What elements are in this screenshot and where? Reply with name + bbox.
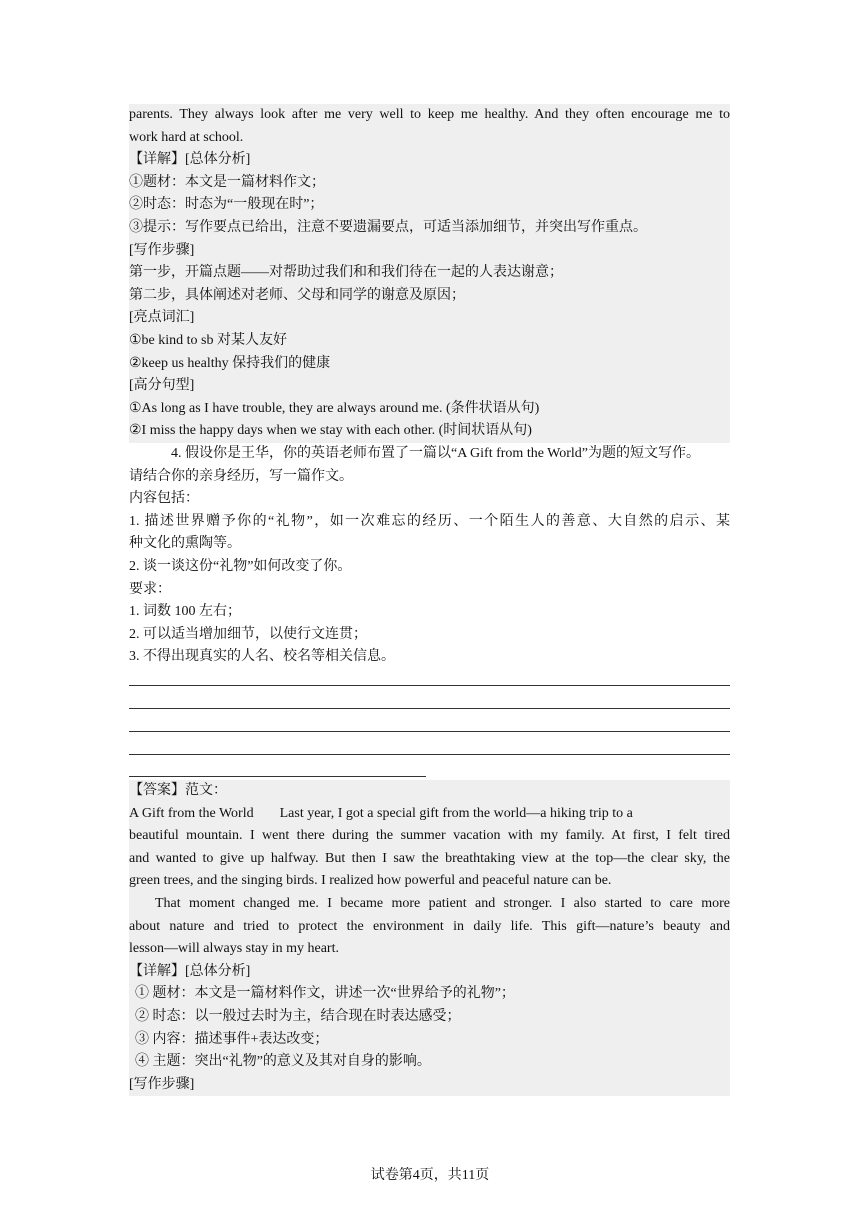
- question-prompt: 4. 假设你是王华，你的英语老师布置了一篇以“A Gift from the World”为题的短文写作。: [171, 446, 701, 461]
- page-footer: 试卷第4页，共11页: [370, 1168, 490, 1183]
- text-line: ①As long as I have trouble, they are always around me. (条件状语从句): [129, 400, 540, 416]
- answer-blank-line: [129, 776, 426, 777]
- subheading: [写作步骤]: [129, 1076, 195, 1092]
- text-line: ① 题材：本文是一篇材料作文，讲述一次“世界给予的礼物”；: [135, 986, 515, 1002]
- text-line: ②I miss the happy days when we stay with each other. (时间状语从句): [129, 423, 532, 439]
- text-line: 第一步，开篇点题——对帮助过我们和和我们待在一起的人表达谢意；: [129, 265, 563, 281]
- text-line: 第二步，具体阐述对老师、父母和同学的谢意及原因；: [129, 287, 465, 303]
- answer-blank-line: [129, 708, 730, 709]
- text-line: ② 时态：以一般过去时为主，结合现在时表达感受；: [135, 1008, 461, 1024]
- text-line: parents. They always look after me very well to keep me healthy. And they often encourage me to: [129, 107, 730, 122]
- text-line: 请结合你的亲身经历，写一篇作文。: [129, 468, 353, 484]
- detail-heading: 【详解】[总体分析]: [129, 152, 251, 168]
- answer-label: 【答案】范文：: [129, 783, 227, 798]
- essay-line: beautiful mountain. I went there during the summer vacation with my family. At first, I felt tired: [129, 828, 730, 844]
- essay-line: green trees, and the singing birds. I realized how powerful and peaceful nature can be.: [129, 873, 612, 889]
- subheading: [高分句型]: [129, 378, 195, 394]
- text-line: ②时态：时态为“一般现在时”；: [129, 197, 324, 213]
- answer-block: [129, 780, 730, 1096]
- text-line: 2. 可以适当增加细节，以使行文连贯；: [129, 626, 367, 642]
- text-line: 要求：: [129, 581, 171, 597]
- text-line: ①be kind to sb 对某人友好: [129, 332, 287, 348]
- text-line: ④ 主题：突出“礼物”的意义及其对自身的影响。: [135, 1054, 431, 1070]
- text-line: work hard at school.: [129, 129, 244, 145]
- answer-blank-line: [129, 731, 730, 732]
- subheading: [写作步骤]: [129, 242, 195, 258]
- subheading: [亮点词汇]: [129, 310, 195, 326]
- text-line: 1. 描述世界赠予你的“礼物”，如一次难忘的经历、一个陌生人的善意、大自然的启示、某: [129, 513, 730, 529]
- question-4-block: [129, 443, 730, 669]
- answer-continuation-block: [129, 104, 730, 443]
- text-line: 2. 谈一谈这份“礼物”如何改变了你。: [129, 558, 352, 574]
- text-line: 3. 不得出现真实的人名、校名等相关信息。: [129, 649, 395, 665]
- essay-line: about nature and tried to protect the environment in daily life. This gift—nature’s beauty and: [129, 918, 730, 934]
- answer-blank-line: [129, 685, 730, 686]
- essay-text: Last year, I got a special gift from the world—a hiking trip to a: [279, 805, 633, 821]
- essay-first-line: [129, 803, 730, 826]
- text-line: ②keep us healthy 保持我们的健康: [129, 355, 331, 371]
- text-line: 种文化的熏陶等。: [129, 536, 241, 552]
- answer-blank-line: [129, 754, 730, 755]
- text-line: ①题材：本文是一篇材料作文；: [129, 174, 325, 190]
- text-line: ③ 内容：描述事件+表达改变；: [135, 1031, 329, 1047]
- text-line: ③提示：写作要点已给出，注意不要遗漏要点，可适当添加细节，并突出写作重点。: [129, 219, 647, 235]
- essay-title: A Gift from the World: [129, 805, 254, 821]
- text-line: 内容包括：: [129, 491, 199, 507]
- essay-line: lesson—will always stay in my heart.: [129, 941, 339, 957]
- text-line: 1. 词数 100 左右；: [129, 604, 241, 620]
- essay-line: and wanted to give up halfway. But then I saw the breathtaking view at the top—the clear sky, the: [129, 850, 730, 866]
- essay-line: That moment changed me. I became more patient and stronger. I also started to care more: [155, 895, 730, 911]
- detail-heading: 【详解】[总体分析]: [129, 963, 251, 979]
